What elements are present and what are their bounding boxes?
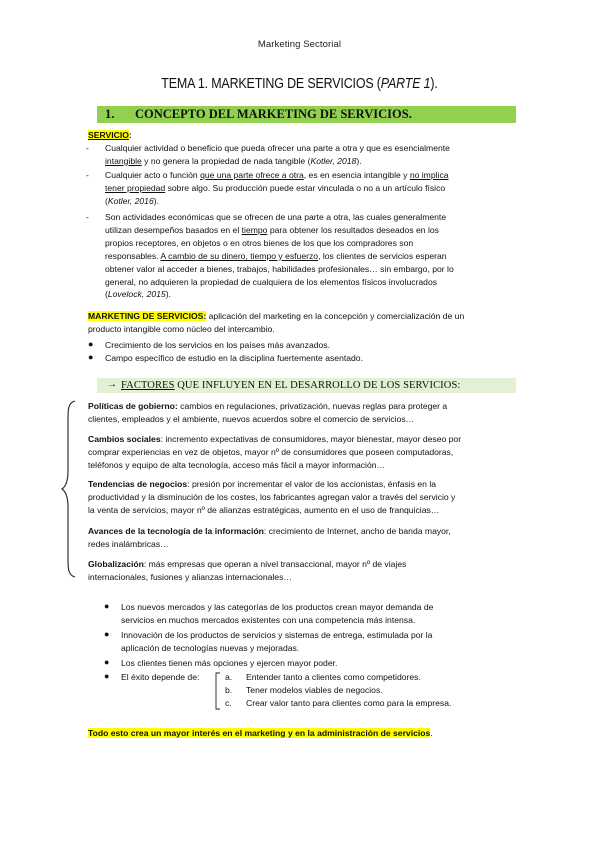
page-title bbox=[42, 76, 557, 92]
section-heading-1 bbox=[97, 106, 516, 123]
curly-brace-icon bbox=[60, 399, 80, 579]
list-item: c. Crear valor tanto para clientes como para la empresa. bbox=[225, 697, 452, 708]
exito-items bbox=[225, 671, 525, 710]
title-end: ). bbox=[430, 76, 438, 92]
exito-label: El éxito depende de: bbox=[121, 672, 200, 682]
section-label: CONCEPTO DEL MARKETING DE SERVICIOS. bbox=[135, 107, 412, 121]
page-header: Marketing Sectorial bbox=[257, 39, 342, 50]
section-number: 1. bbox=[105, 107, 115, 121]
marketing-servicios-definition: MARKETING DE SERVICIOS: aplicación del marketing en la concepción y comercialización de un producto intangible como núcleo del intercambio. bbox=[88, 311, 465, 334]
title-italic: PARTE 1 bbox=[380, 76, 431, 92]
factor-tendencias: Tendencias de negocios: presión por incrementar el valor de los accionistas, énfasis en la productividad y la disminución de los costes, los fabricantes agregan valor a través del servicio y la venta de servicios, mayor nº de alianzas estratégicas, aumento en el uso de franquicias… bbox=[88, 479, 456, 515]
conclusion: Todo esto crea un mayor interés en el marketing y en la administración de servicios. bbox=[88, 728, 433, 738]
factor-cambios-sociales: Cambios sociales: incremento expectativas de consumidores, mayor bienestar, mayor deseo por comprar experiencias en vez de objetos, mayor nº de consumidores que poseen computadoras, teléfonos y equipo de alta tecnología, acceso más fácil a mayor información… bbox=[88, 434, 462, 470]
title-text: TEMA 1. MARKETING DE SERVICIOS ( bbox=[161, 76, 381, 92]
section-label: FACTORES QUE INFLUYEN EN EL DESARROLLO DE LOS SERVICIOS: bbox=[121, 380, 461, 391]
servicio-label: SERVICIO: bbox=[88, 130, 132, 140]
section-heading-2 bbox=[97, 378, 516, 393]
factor-globalizacion: Globalización: más empresas que operan a nivel transaccional, mayor nº de viajes internacionales, fusiones y alianzas internacionales… bbox=[88, 559, 407, 582]
list-item: b. Tener modelos viables de negocios. bbox=[225, 684, 383, 695]
factor-politicas: Políticas de gobierno: cambios en regulaciones, privatización, nuevas reglas para proteger a clientes, empleados y el ambiente, nuevos acuerdos sobre el comercio de servicios… bbox=[88, 401, 448, 424]
arrow-right-icon: → bbox=[107, 379, 117, 390]
factor-tecnologia: Avances de la tecnología de la información: crecimiento de Internet, ancho de banda mayor, redes inalámbricas… bbox=[88, 526, 451, 549]
list-item: a. Entender tanto a clientes como competidores. bbox=[225, 672, 421, 682]
bracket-icon bbox=[214, 672, 222, 710]
